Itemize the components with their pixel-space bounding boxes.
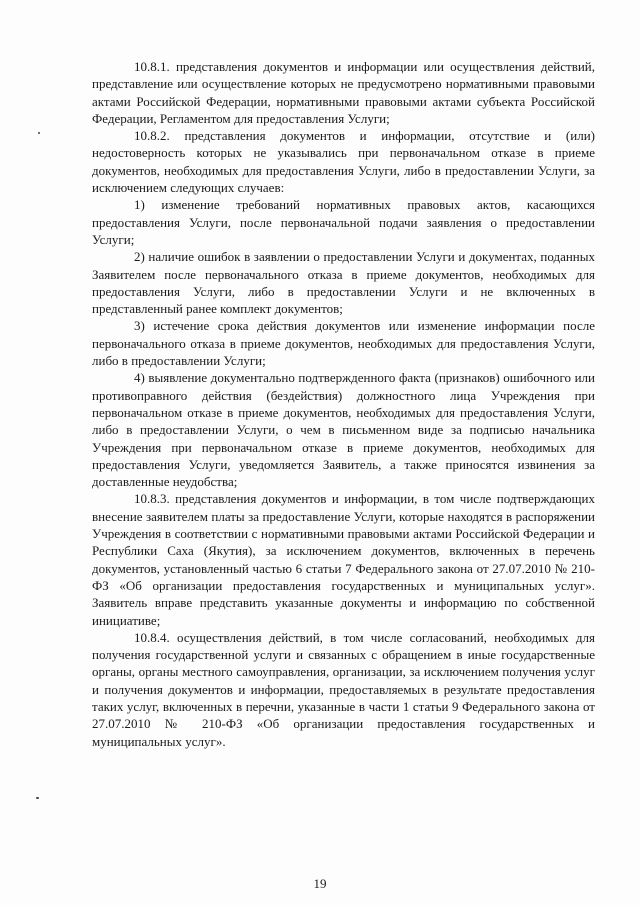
list-item-4: 4) выявление документально подтвержденного факта (признаков) ошибочного или противоправного действия (бездействия) должностного лица Учреждения при первоначальном отказе в приеме документов, необходимых для предоставления Услуги, либо в предоставлении Услуги, о чем в письменном виде за подписью начальника Учреждения при первоначальном отказе в приеме документов, необходимых для предоставления Услуги, уведомляется Заявитель, а также приносятся извинения за доставленные неудобства;	[92, 370, 595, 490]
page-number: 19	[313, 876, 327, 891]
scan-speck	[38, 132, 40, 134]
list-item-1: 1) изменение требований нормативных правовых актов, касающихся предоставления Услуги, после первоначальной подачи заявления о предоставлении Услуги;	[92, 197, 595, 247]
paragraph-10-8-4: 10.8.4. осуществления действий, в том числе согласований, необходимых для получения государственной услуги и связанных с обращением в иные государственные органы, органы местного самоуправления, организации, за исключением получения услуг и получения документов и информации, предоставляемых в результате предоставления таких услуг, включенных в перечни, указанные в части 1 статьи 9 Федерального закона от 27.07.2010 № 210-ФЗ «Об организации предоставления государственных и муниципальных услуг».	[92, 629, 595, 749]
paragraph-10-8-3: 10.8.3. представления документов и информации, в том числе подтверждающих внесение заявителем платы за предоставление Услуги, которые находятся в распоряжении Учреждения в соответствии с нормативными правовыми актами Российской Федерации и Республики Саха (Якутия), за исключением документов, включенных в перечень документов, установленный частью 6 статьи 7 Федерального закона от 27.07.2010 № 210-ФЗ «Об организации предоставления государственных и муниципальных услуг». Заявитель вправе представить указанные документы и информацию по собственной инициативе;	[92, 491, 595, 628]
document-body	[92, 58, 595, 750]
paragraph-10-8-1: 10.8.1. представления документов и информации или осуществления действий, представление или осуществление которых не предусмотрено нормативными правовыми актами Российской Федерации, нормативными правовыми актами субъекта Российской Федерации, Регламентом для предоставления Услуги;	[92, 59, 595, 126]
paragraph-10-8-2: 10.8.2. представления документов и информации, отсутствие и (или) недостоверность которых не указывались при первоначальном отказе в приеме документов, необходимых для предоставления Услуги, либо в предоставлении Услуги, за исключением следующих случаев:	[92, 128, 595, 196]
scan-speck	[36, 797, 39, 799]
list-item-3: 3) истечение срока действия документов или изменение информации после первоначального отказа в приеме документов, необходимых для предоставления Услуги, либо в предоставлении Услуги;	[92, 318, 595, 369]
list-item-2: 2) наличие ошибок в заявлении о предоставлении Услуги и документах, поданных Заявителем после первоначального отказа в приеме документов, необходимых для предоставления Услуги, либо в предоставлении Услуги и не включенных в представленный ранее комплект документов;	[92, 249, 595, 317]
